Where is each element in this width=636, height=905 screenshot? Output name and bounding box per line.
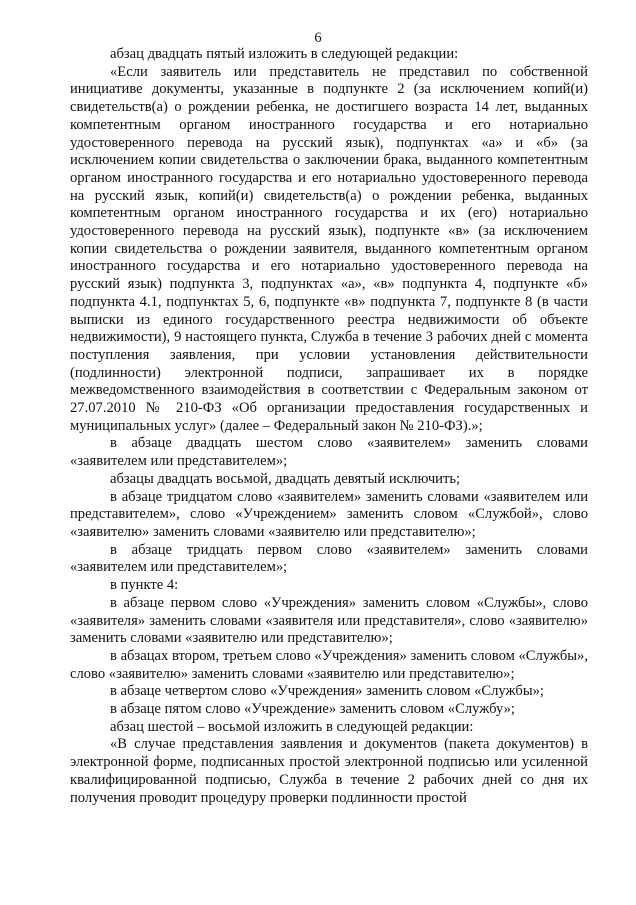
paragraph-5: в абзаце тридцатом слово «заявителем» заменить словами «заявителем или представителем», слово «Учреждением» заменить словом «Службой», слово «заявителю» заменить словами «заявителю или представителю»;: [70, 488, 588, 540]
paragraph-8: в абзаце первом слово «Учреждения» заменить словом «Службы», слово «заявителя» заменить словами «заявителя или представителя», слово «заявителю» заменить словами «заявителю или представителю»;: [70, 594, 588, 647]
paragraph-6: в абзаце тридцать первом слово «заявителем» заменить словами «заявителем или представителем»;: [70, 541, 588, 576]
document-body: [70, 46, 588, 807]
paragraph-12: абзац шестой – восьмой изложить в следующей редакции:: [110, 718, 474, 735]
paragraph-4: абзацы двадцать восьмой, двадцать девятый исключить;: [110, 470, 461, 487]
paragraph-11: в абзаце пятом слово «Учреждение» заменить словом «Службу»;: [110, 701, 515, 718]
paragraph-2: «Если заявитель или представитель не представил по собственной инициативе документы, указанные в подпункте 2 (за исключением копий(и) свидетельств(а) о рождении ребенка, не достигшего возраста 14 лет, выданных компетентным органом иностранного государства и его нотариально удостоверенного перевода на русский язык), подпунктах «а» и «б» (за исключением копии свидетельства о заключении брака, выданного компетентным органом иностранного государства и его нотариально удостоверенного перевода на русский язык, копий(и) свидетельств(а) о рождении ребенка, выданных компетентным органом иностранного государства и их (его) нотариально удостоверенного перевода на русский язык), подпункте «в» (за исключением копии свидетельства о рождении заявителя, выданного компетентным органом иностранного государства и его нотариально удостоверенного перевода на русский язык) подпункта 3, подпунктах «а», «в» подпункта 4, подпункте «б» подпункта 4.1, подпунктах 5, 6, подпункте «в» подпункта 7, подпункте 8 (в части выписки из единого государственного реестра недвижимости об объекте недвижимости), 9 настоящего пункта, Служба в течение 3 рабочих дней с момента поступления заявления, при условии установления действительности (подлинности) электронной подписи, запрашивает их в порядке межведомственного взаимодействия в соответствии с Федеральным законом от 27.07.2010 № 210-ФЗ «Об организации предоставления государственных и муниципальных услуг» (далее – Федеральный закон № 210-ФЗ).»;: [70, 63, 588, 434]
paragraph-1: абзац двадцать пятый изложить в следующей редакции:: [110, 46, 459, 62]
paragraph-10: в абзаце четвертом слово «Учреждения» заменить словом «Службы»;: [110, 683, 544, 700]
paragraph-7: в пункте 4:: [110, 577, 179, 594]
paragraph-13: «В случае представления заявления и документов (пакета документов) в электронной форме, подписанных простой электронной подписью или усиленной квалифицированной подписью, Служба в течение 2 рабочих дней со дня их получения проводит процедуру проверки подлинности простой: [70, 736, 588, 806]
paragraph-3: в абзаце двадцать шестом слово «заявителем» заменить словами «заявителем или представителем»;: [70, 435, 588, 470]
paragraph-9: в абзацах втором, третьем слово «Учреждения» заменить словом «Службы», слово «заявителю» заменить словами «заявителю или представителю»;: [70, 647, 588, 682]
page-number: 6: [314, 30, 322, 46]
